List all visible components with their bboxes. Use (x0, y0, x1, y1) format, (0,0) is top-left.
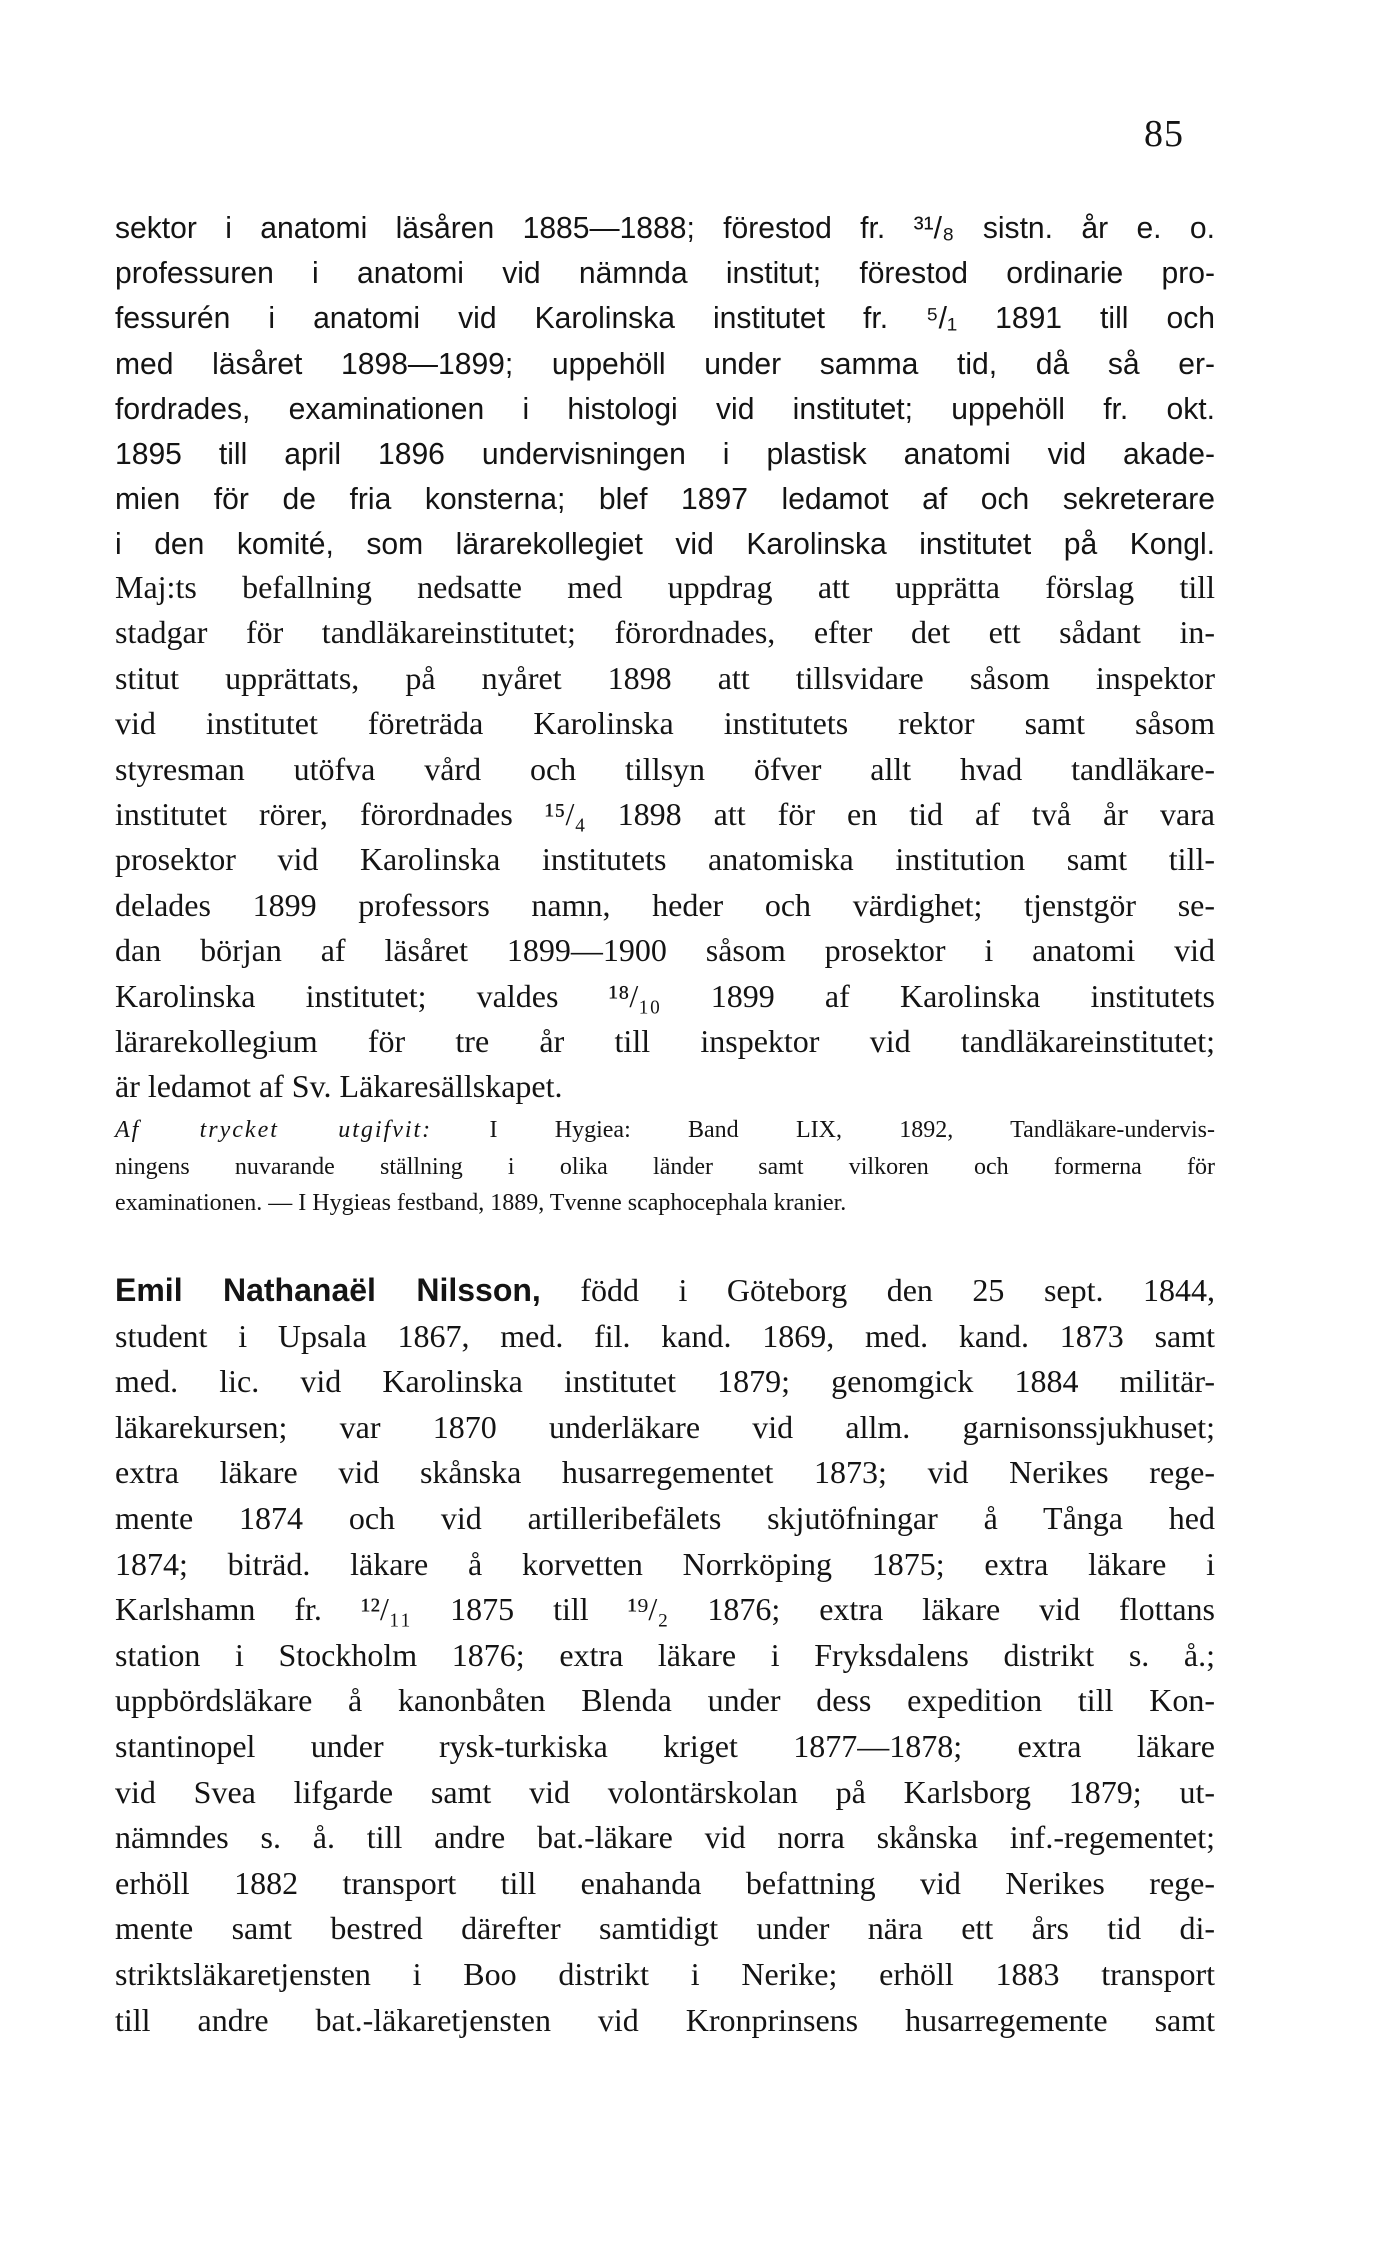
entry-text: född i Göteborg den 25 sept. 1844, (540, 1272, 1216, 1308)
text-line: vid institutet företräda Karolinska institutets rektor samt såsom (115, 705, 1215, 742)
person-name: Emil Nathanaël Nilsson, (115, 1272, 541, 1308)
text-line: styresman utöfva vård och tillsyn öfver allt hvad tandläkare- (115, 750, 1215, 787)
biography-entry-nilsson (115, 1268, 1215, 2043)
text-line (115, 1268, 1215, 1314)
text-line: examinationen. — I Hygieas festband, 1889, Tvenne scaphocephala kranier. (115, 1190, 847, 1216)
text-line: uppbördsläkare å kanonbåten Blenda under dess expedition till Kon- (115, 1682, 1215, 1719)
text-line: mente 1874 och vid artilleribefälets skjutöfningar å Tånga hed (115, 1499, 1215, 1536)
text-line: professuren i anatomi vid nämnda institut; förestod ordinarie pro- (115, 255, 1215, 291)
publications-note (115, 1112, 1215, 1222)
biography-paragraph-continued-2 (115, 565, 1215, 1110)
text-line: stadgar för tandläkareinstitutet; förordnades, efter det ett sådant in- (115, 614, 1215, 651)
text-line: fordrades, examinationen i histologi vid institutet; uppehöll fr. okt. (115, 390, 1215, 426)
publications-text: I Hygiea: Band LIX, 1892, Tandläkare-undervis- (432, 1117, 1215, 1143)
text-line: dan början af läsåret 1899—1900 såsom prosektor i anatomi vid (115, 932, 1215, 969)
text-line: ningens nuvarande ställning i olika länder samt vilkoren och formerna för (115, 1153, 1215, 1180)
text-line: är ledamot af Sv. Läkaresällskapet. (115, 1068, 563, 1105)
text-line: 1895 till april 1896 undervisningen i plastisk anatomi vid akade- (115, 436, 1215, 472)
text-line: nämndes s. å. till andre bat.-läkare vid norra skånska inf.-regementet; (115, 1819, 1215, 1856)
text-line: institutet rörer, förordnades ¹⁵/₄ 1898 att för en tid af två år vara (115, 796, 1215, 833)
text-line: till andre bat.-läkaretjensten vid Kronprinsens husarregemente samt (115, 2001, 1215, 2038)
text-line: delades 1899 professors namn, heder och värdighet; tjenstgör se- (115, 886, 1215, 923)
text-line: prosektor vid Karolinska institutets anatomiska institution samt till- (115, 841, 1215, 878)
text-line: med. lic. vid Karolinska institutet 1879; genomgick 1884 militär- (115, 1363, 1215, 1400)
text-line: student i Upsala 1867, med. fil. kand. 1869, med. kand. 1873 samt (115, 1317, 1215, 1354)
text-line: med läsåret 1898—1899; uppehöll under samma tid, då så er- (115, 345, 1215, 381)
text-line: fessurén i anatomi vid Karolinska institutet fr. ⁵/₁ 1891 till och (115, 300, 1215, 336)
text-line: läkarekursen; var 1870 underläkare vid allm. garnisonssjukhuset; (115, 1408, 1215, 1445)
text-line (115, 1112, 1215, 1149)
text-line: Karlshamn fr. ¹²/₁₁ 1875 till ¹⁹/₂ 1876; extra läkare vid flottans (115, 1591, 1215, 1628)
text-line: striktsläkaretjensten i Boo distrikt i Nerike; erhöll 1883 transport (115, 1955, 1215, 1992)
text-line: vid Svea lifgarde samt vid volontärskolan på Karlsborg 1879; ut- (115, 1773, 1215, 1810)
text-line: Maj:ts befallning nedsatte med uppdrag att upprätta förslag till (115, 569, 1215, 605)
text-line: mente samt bestred därefter samtidigt under nära ett års tid di- (115, 1910, 1215, 1947)
publications-lead-in: Af trycket utgifvit: (115, 1117, 433, 1143)
text-line: stantinopel under rysk-turkiska kriget 1877—1878; extra läkare (115, 1727, 1215, 1764)
text-line: mien för de fria konsterna; blef 1897 ledamot af och sekreterare (115, 481, 1215, 517)
biography-paragraph-continued (115, 205, 1215, 567)
text-line: Karolinska institutet; valdes ¹⁸/₁₀ 1899 af Karolinska institutets (115, 977, 1215, 1014)
text-line: stitut upprättats, på nyåret 1898 att tillsvidare såsom inspektor (115, 659, 1215, 696)
text-line: i den komité, som lärarekollegiet vid Karolinska institutet på Kongl. (115, 526, 1215, 562)
page-number: 85 (1144, 113, 1184, 155)
text-line: station i Stockholm 1876; extra läkare i Fryksdalens distrikt s. å.; (115, 1636, 1215, 1673)
text-line: 1874; biträd. läkare å korvetten Norrköping 1875; extra läkare i (115, 1545, 1215, 1582)
text-line: lärarekollegium för tre år till inspektor vid tandläkareinstitutet; (115, 1023, 1215, 1060)
text-line: erhöll 1882 transport till enahanda befattning vid Nerikes rege- (115, 1864, 1215, 1901)
text-line: extra läkare vid skånska husarregementet 1873; vid Nerikes rege- (115, 1454, 1215, 1491)
text-line: sektor i anatomi läsåren 1885—1888; förestod fr. ³¹/₈ sistn. år e. o. (115, 210, 1215, 245)
